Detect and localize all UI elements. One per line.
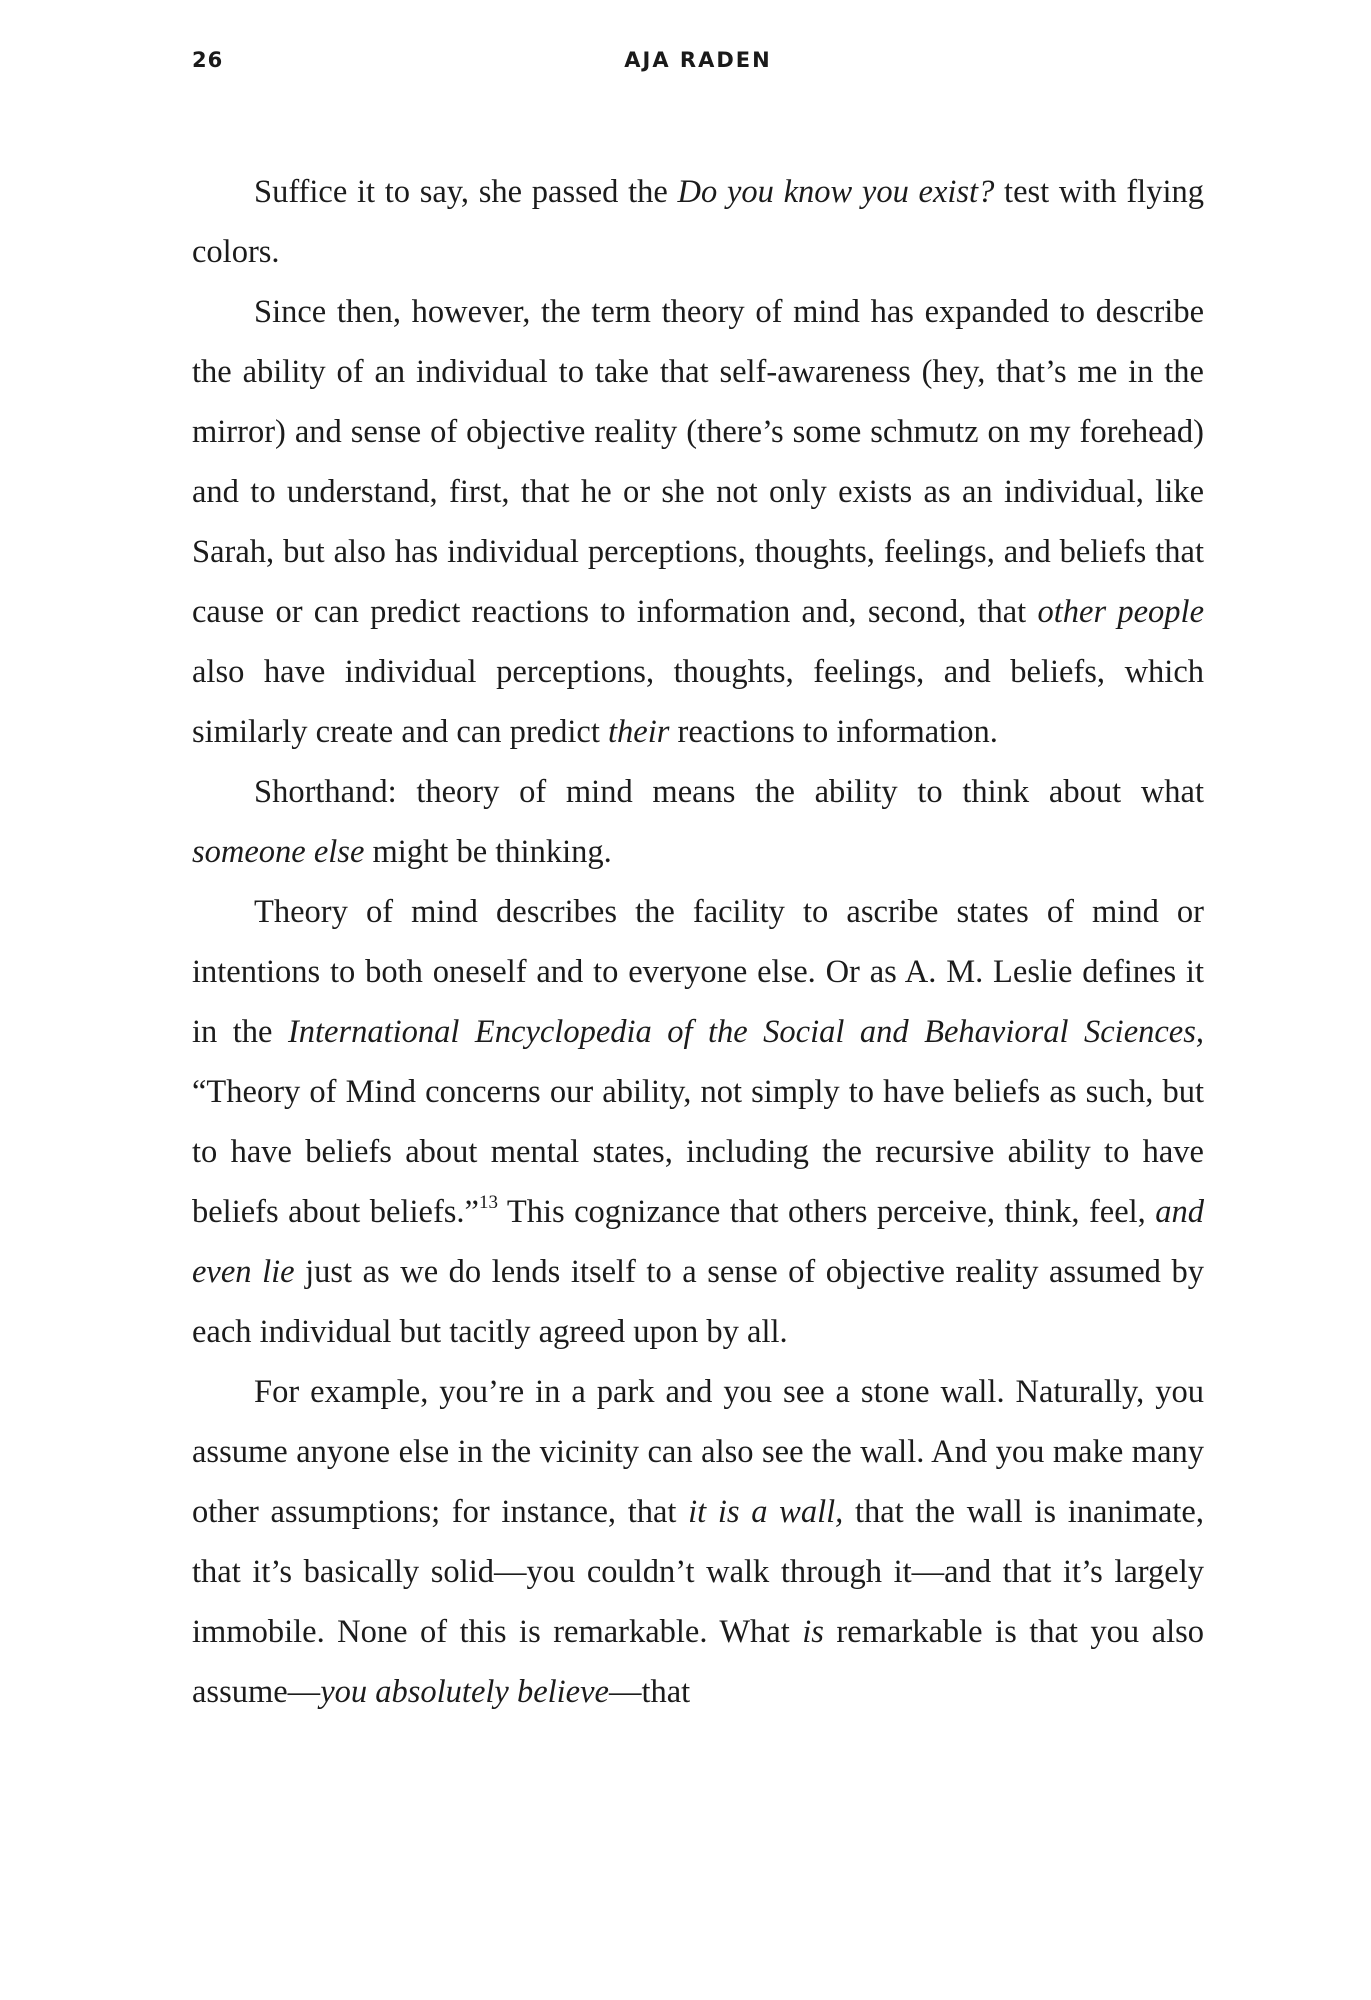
text-run: reactions to information.	[669, 714, 998, 750]
text-run: just as we do lends itself to a sense of objective reality assumed by each individual but tacitly agreed upon by all.	[192, 1254, 1204, 1350]
body-text	[192, 162, 1204, 1722]
italic-text: and even lie	[192, 1194, 1205, 1290]
italic-text: other people	[1037, 594, 1205, 630]
italic-text: Do you know you exist?	[677, 174, 995, 210]
text-run: Since then, however, the term theory of mind has expanded to describe the ability of an individual to take that self-awareness (hey, that’s me in the mirror) and sense of objective reality (there’s some schmutz on my forehead) and to understand, first, that he or she not only exists as an individual, like Sarah, but also has individual perceptions, thoughts, feelings, and beliefs that cause or can predict reactions to information and, second, that	[192, 294, 1204, 630]
italic-text: you absolutely believe	[320, 1674, 609, 1710]
text-run: might be thinking.	[364, 834, 612, 870]
italic-text: someone else	[192, 834, 365, 870]
italic-text: International Encyclopedia of the Social and Behavioral Sciences,	[287, 1014, 1204, 1050]
text-run: test with flying colors.	[192, 174, 1204, 270]
running-head-author: AJA RADEN	[624, 48, 772, 72]
paragraph	[192, 882, 1204, 1362]
text-run: that the wall is inanimate, that it’s basically solid—you couldn’t walk through it—and that it’s largely immobile. None of this is remarkable. What	[192, 1494, 1204, 1650]
paragraph	[192, 162, 1204, 282]
text-run: “Theory of Mind concerns our ability, not simply to have beliefs as such, but to have beliefs about mental states, including the recursive ability to have beliefs about beliefs.”	[192, 1074, 1204, 1230]
italic-text: their	[607, 714, 670, 750]
text-run: Theory of mind describes the facility to ascribe states of mind or intentions to both oneself and to everyone else. Or as A. M. Leslie defines it in the	[192, 894, 1204, 1050]
paragraph	[192, 1362, 1204, 1722]
italic-text: is	[802, 1614, 824, 1650]
footnote-reference: 13	[478, 1192, 498, 1213]
text-run: remarkable is that you also assume—	[192, 1614, 1205, 1710]
text-run: also have individual perceptions, thoughts, feelings, and beliefs, which similarly create and can predict	[192, 654, 1204, 750]
italic-text: it is a wall,	[688, 1494, 844, 1530]
paragraph	[192, 762, 1204, 882]
page-number: 26	[192, 48, 224, 72]
text-run: —that	[608, 1674, 691, 1710]
text-run: This cognizance that others perceive, think, feel,	[497, 1194, 1156, 1230]
running-head	[192, 48, 1204, 88]
text-run: Suffice it to say, she passed the	[254, 174, 678, 210]
paragraph	[192, 282, 1204, 762]
text-run: Shorthand: theory of mind means the ability to think about what	[254, 774, 1204, 810]
text-run: For example, you’re in a park and you see a stone wall. Naturally, you assume anyone else in the vicinity can also see the wall. And you make many other assumptions; for instance, that	[192, 1374, 1204, 1530]
